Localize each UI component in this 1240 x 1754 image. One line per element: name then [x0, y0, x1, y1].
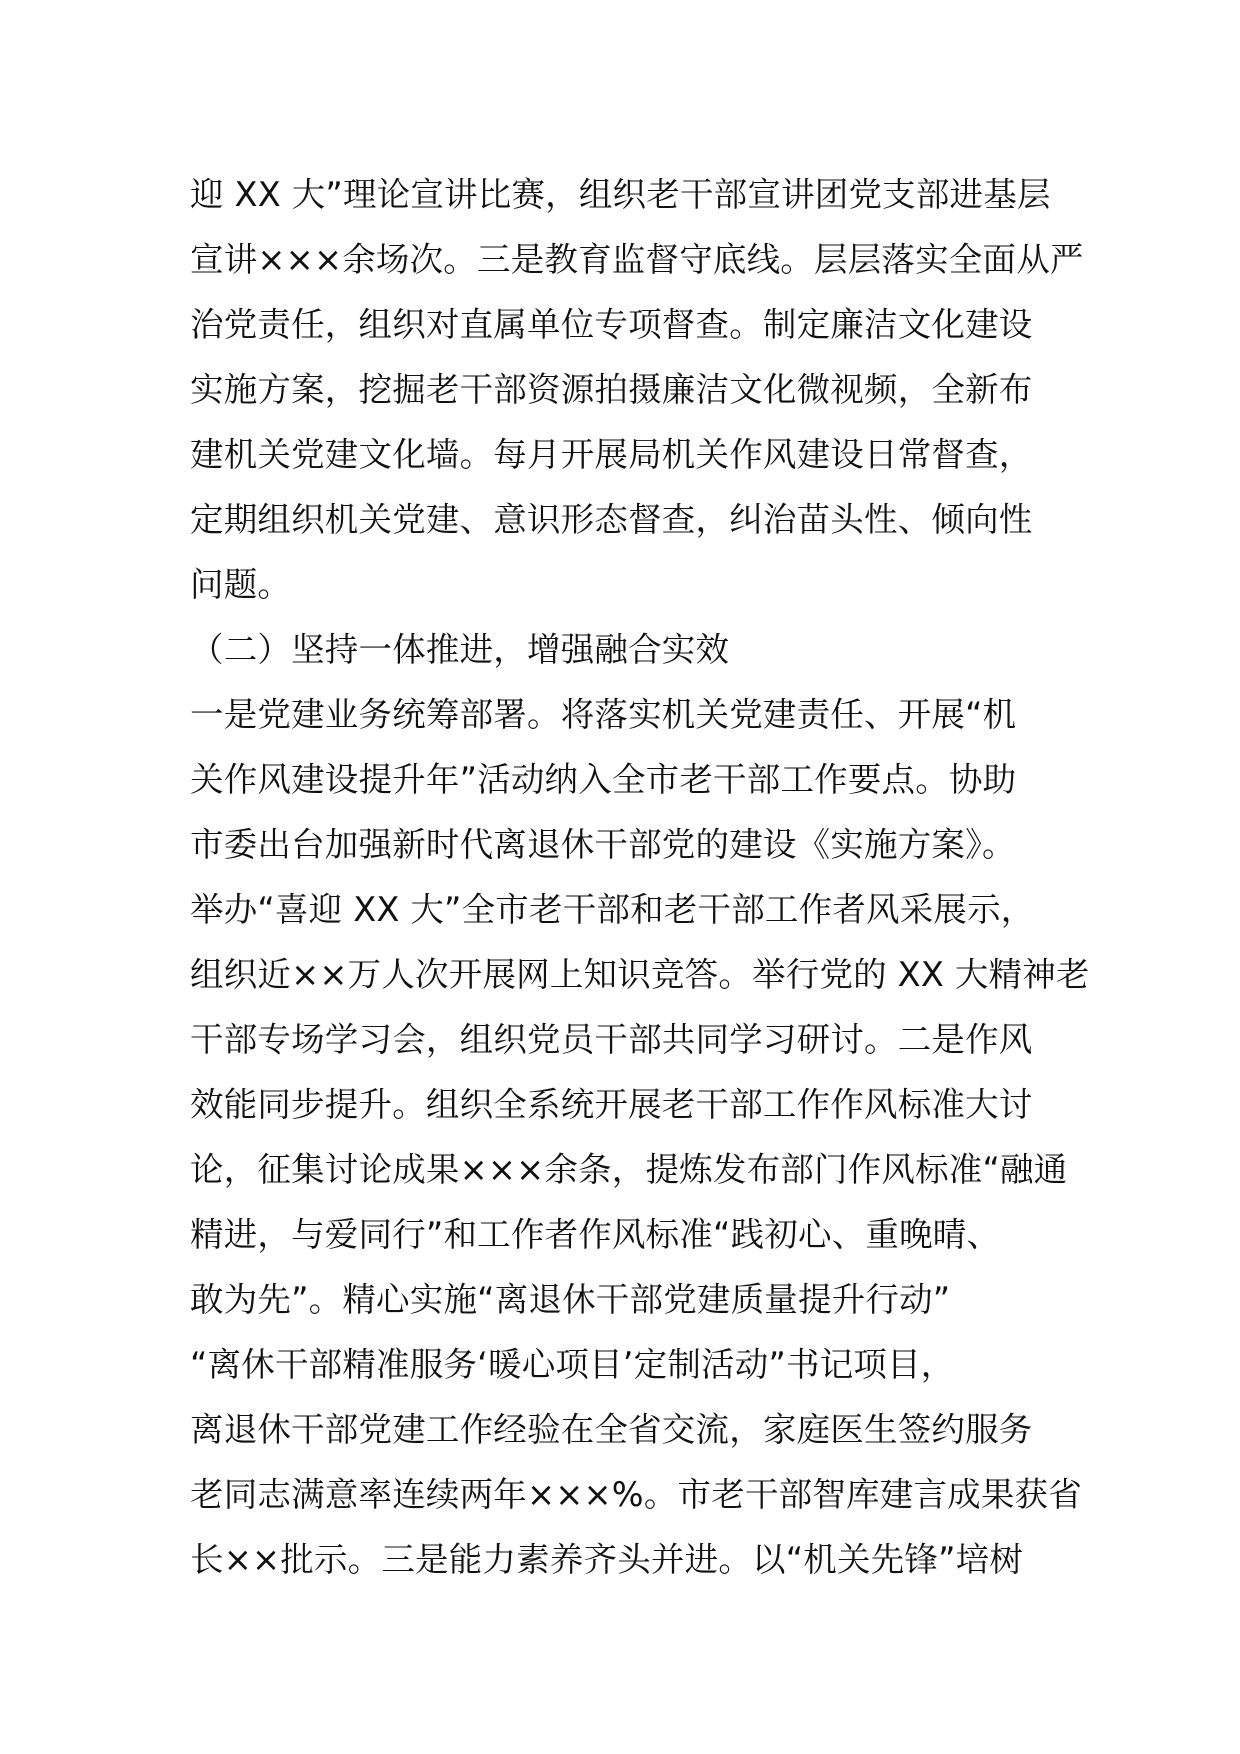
text-line: 建机关党建文化墙。每月开展局机关作风建设日常督查， — [190, 435, 1033, 474]
text-line: 迎 XX 大”理论宣讲比赛，组织老干部宣讲团党支部进基层 — [190, 175, 1051, 214]
text-line: 效能同步提升。组织全系统开展老干部工作作风标准大讨 — [190, 1085, 1033, 1124]
text-line: 干部专场学习会，组织党员干部共同学习研讨。二是作风 — [190, 1020, 1033, 1059]
text-line: 长××批示。三是能力素养齐头并进。以“机关先锋”培树 — [190, 1540, 1024, 1579]
text-line: 治党责任，组织对直属单位专项督查。制定廉洁文化建设 — [190, 305, 1033, 344]
text-line: 一是党建业务统筹部署。将落实机关党建责任、开展“机 — [190, 695, 1017, 734]
text-line: 关作风建设提升年”活动纳入全市老干部工作要点。协助 — [190, 760, 1017, 799]
text-line: “离休干部精准服务‘暖心项目’定制活动”书记项目， — [190, 1345, 955, 1384]
text-line: 离退休干部党建工作经验在全省交流，家庭医生签约服务 — [190, 1410, 1033, 1449]
text-line: 敢为先”。精心实施“离退休干部党建质量提升行动” — [190, 1280, 951, 1319]
text-line: 问题。 — [190, 565, 292, 604]
text-line: 举办“喜迎 XX 大”全市老干部和老干部工作者风采展示， — [190, 890, 1035, 929]
text-line: 精进，与爱同行”和工作者作风标准“践初心、重晚晴、 — [190, 1215, 1001, 1254]
text-line: 组织近××万人次开展网上知识竞答。举行党的 XX 大精神老 — [190, 955, 1090, 994]
section-heading: （二）坚持一体推进，增强融合实效 — [190, 630, 730, 669]
text-line: 实施方案，挖掘老干部资源拍摄廉洁文化微视频，全新布 — [190, 370, 1033, 409]
text-line: 市委出台加强新时代离退休干部党的建设《实施方案》。 — [190, 825, 1016, 864]
text-line: 定期组织机关党建、意识形态督查，纠治苗头性、倾向性 — [190, 500, 1033, 539]
text-line: 论，征集讨论成果×××余条，提炼发布部门作风标准“融通 — [190, 1150, 1068, 1189]
text-line: 老同志满意率连续两年×××%。市老干部智库建言成果获省 — [190, 1475, 1082, 1514]
text-line: 宣讲×××余场次。三是教育监督守底线。层层落实全面从严 — [190, 240, 1084, 279]
body-text — [190, 162, 1090, 1592]
